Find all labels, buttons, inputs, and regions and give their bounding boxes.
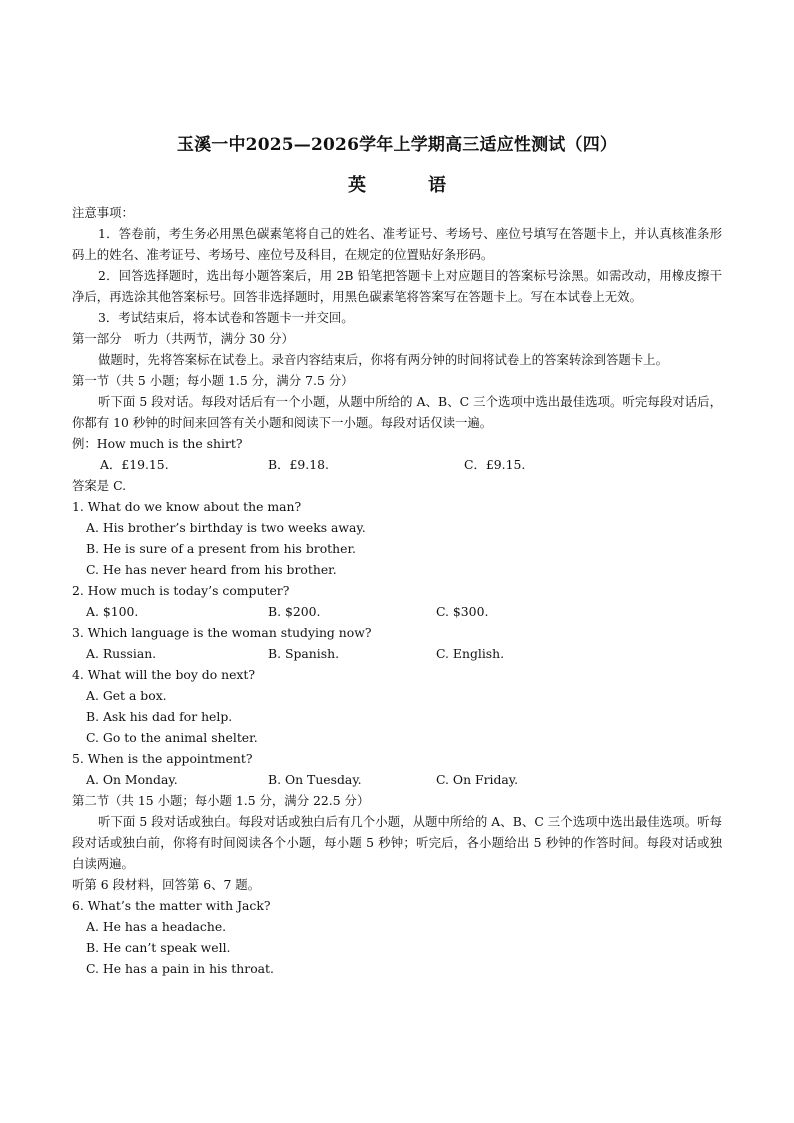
question-6-option-c: C. He has a pain in his throat. xyxy=(86,961,274,976)
question-1: 1. What do we know about the man? xyxy=(72,499,302,514)
example-option-b: B．£9.18. xyxy=(268,457,329,472)
question-4-option-c: C. Go to the animal shelter. xyxy=(86,730,258,745)
question-3-options xyxy=(72,643,722,664)
question-5-options xyxy=(72,769,722,790)
question-2-options xyxy=(72,601,722,622)
question-6-option-a: A. He has a headache. xyxy=(86,919,227,934)
example-options xyxy=(72,454,722,475)
section2-instruction: 听下面 5 段对话或独白。每段对话或独白后有几个小题，从题中所给的 A、B、C 三个选项中选出最佳选项。听每段对话或独白前，你将有时间阅读各个小题，每小题 5 秒钟；听完后，各小题给出 5 秒钟的作答时间。每段对话或独白读两遍。 xyxy=(72,814,722,871)
material-6-heading: 听第 6 段材料，回答第 6、7 题。 xyxy=(72,877,261,892)
question-6: 6. What’s the matter with Jack? xyxy=(72,898,271,913)
question-5-option-a: A. On Monday. xyxy=(86,772,178,787)
question-3: 3. Which language is the woman studying now? xyxy=(72,625,372,640)
question-1-option-a: A. His brother’s birthday is two weeks away. xyxy=(86,520,366,535)
part1-instruction: 做题时，先将答案标在试卷上。录音内容结束后，你将有两分钟的时间将试卷上的答案转涂到答题卡上。 xyxy=(98,352,668,367)
question-1-option-b: B. He is sure of a present from his brother. xyxy=(86,541,356,556)
question-3-option-a: A. Russian. xyxy=(86,646,157,661)
question-2-option-b: B. $200. xyxy=(268,604,321,619)
question-4-option-a: A. Get a box. xyxy=(86,688,167,703)
question-5-option-c: C. On Friday. xyxy=(436,772,519,787)
subject-title: 英 语 xyxy=(348,175,468,196)
notice-item-1: 1．答卷前，考生务必用黑色碳素笔将自己的姓名、准考证号、考场号、座位号填写在答题卡上，并认真核准条形码上的姓名、准考证号、考场号、座位号及科目，在规定的位置贴好条形码。 xyxy=(72,226,722,262)
question-6-option-b: B. He can’t speak well. xyxy=(86,940,231,955)
section1-heading: 第一节（共 5 小题；每小题 1.5 分，满分 7.5 分） xyxy=(72,373,354,388)
notice-item-3: 3．考试结束后，将本试卷和答题卡一并交回。 xyxy=(98,310,354,325)
example-option-a: A．£19.15. xyxy=(100,457,169,472)
notice-item-2: 2．回答选择题时，选出每小题答案后，用 2B 铅笔把答题卡上对应题目的答案标号涂黑。如需改动，用橡皮擦干净后，再选涂其他答案标号。回答非选择题时，用黑色碳素笔将答案写在答题卡上。写在本试卷上无效。 xyxy=(72,268,722,304)
notice-heading: 注意事项： xyxy=(72,205,134,220)
example-answer: 答案是 C. xyxy=(72,478,127,493)
question-3-option-c: C. English. xyxy=(436,646,505,661)
question-5: 5. When is the appointment? xyxy=(72,751,253,766)
exam-content xyxy=(72,202,722,979)
section1-instruction: 听下面 5 段对话。每段对话后有一个小题，从题中所给的 A、B、C 三个选项中选出最佳选项。听完每段对话后，你都有 10 秒钟的时间来回答有关小题和阅读下一小题。每段对话仅读一遍。 xyxy=(72,394,722,430)
question-4-option-b: B. Ask his dad for help. xyxy=(86,709,233,724)
example-option-c: C．£9.15. xyxy=(464,457,526,472)
question-5-option-b: B. On Tuesday. xyxy=(268,772,362,787)
question-2: 2. How much is today’s computer? xyxy=(72,583,290,598)
question-1-option-c: C. He has never heard from his brother. xyxy=(86,562,337,577)
example-question: 例：How much is the shirt? xyxy=(72,436,243,451)
question-2-option-c: C. $300. xyxy=(436,604,489,619)
section2-heading: 第二节（共 15 小题；每小题 1.5 分，满分 22.5 分） xyxy=(72,793,370,808)
part1-heading: 第一部分 听力（共两节，满分 30 分） xyxy=(72,331,294,346)
question-4: 4. What will the boy do next? xyxy=(72,667,256,682)
page-title: 玉溪一中2025—2026学年上学期高三适应性测试（四） xyxy=(176,135,618,155)
question-3-option-b: B. Spanish. xyxy=(268,646,340,661)
question-2-option-a: A. $100. xyxy=(86,604,139,619)
